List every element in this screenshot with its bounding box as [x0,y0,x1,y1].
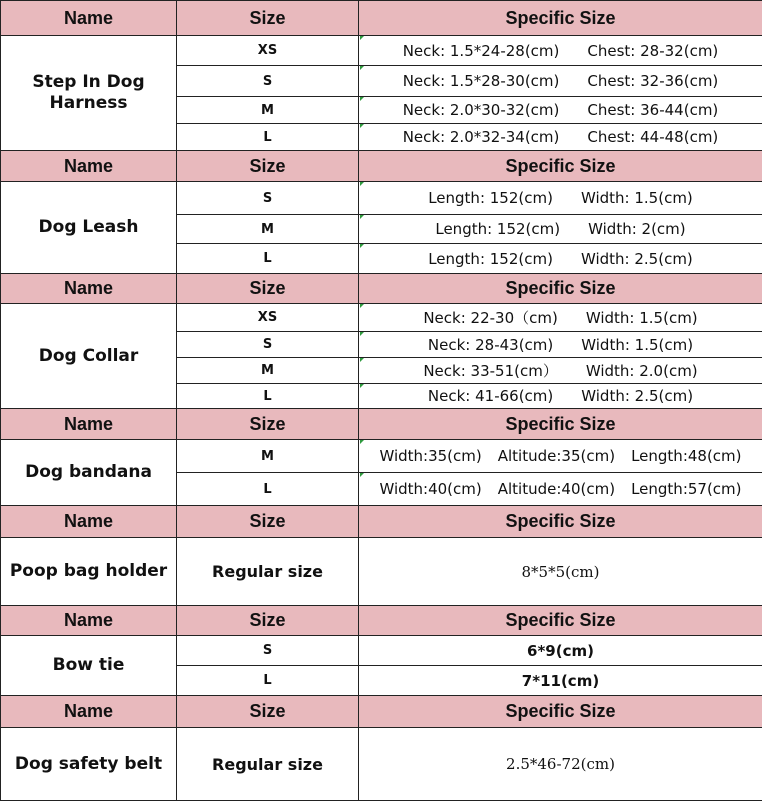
cell-corner-marker [360,124,364,128]
size-cell: M [177,215,359,244]
spec-value: Neck: 28-43(cm) [427,335,554,354]
spec-value: Length:57(cm) [631,480,742,498]
specific-size-cell [359,728,762,801]
specific-size-cell [359,66,762,97]
specific-size-cell [359,182,762,215]
spec-value: Chest: 36-44(cm) [587,101,719,119]
header-specific-size: Specific Size [359,151,762,182]
specific-size-cell [359,636,762,666]
spec-value: Neck: 1.5*28-30(cm) [402,72,560,90]
spec-value: 8*5*5(cm) [521,562,600,581]
header-name: Name [1,409,177,440]
spec-value: Width: 1.5(cm) [581,335,694,354]
specific-size-cell [359,538,762,606]
spec-value: 6*9(cm) [527,641,594,660]
cell-corner-marker [360,384,364,388]
cell-corner-marker [360,97,364,101]
size-cell: S [177,332,359,358]
header-specific-size: Specific Size [359,409,762,440]
spec-value: Altitude:35(cm) [497,447,616,465]
cell-corner-marker [360,473,364,477]
header-size: Size [177,506,359,538]
size-cell: S [177,66,359,97]
spec-value: Neck: 22-30（cm) [423,309,558,327]
spec-value: Length: 152(cm) [428,189,553,207]
size-cell: L [177,124,359,151]
spec-value: Neck: 1.5*24-28(cm) [402,41,560,60]
specific-size-cell [359,440,762,473]
size-cell: L [177,666,359,696]
spec-value: Neck: 33-51(cm） [423,362,558,380]
product-name: Bow tie [1,636,177,696]
cell-corner-marker [360,304,364,308]
product-name: Dog Leash [1,182,177,274]
cell-corner-marker [360,440,364,444]
spec-value: Width:35(cm) [379,447,482,465]
spec-value: Neck: 2.0*32-34(cm) [402,128,560,146]
specific-size-cell [359,244,762,274]
specific-size-cell [359,215,762,244]
header-name: Name [1,696,177,728]
spec-value: Length:48(cm) [631,447,742,465]
spec-value: 7*11(cm) [521,671,600,690]
spec-value: Chest: 32-36(cm) [587,72,719,90]
specific-size-cell [359,304,762,332]
cell-corner-marker [360,244,364,248]
spec-value: 2.5*46-72(cm) [506,755,615,773]
spec-value: Chest: 28-32(cm) [587,41,719,60]
header-specific-size: Specific Size [359,696,762,728]
spec-value: Width:40(cm) [379,480,482,498]
size-cell: S [177,636,359,666]
header-name: Name [1,151,177,182]
spec-value: Neck: 2.0*30-32(cm) [402,101,560,119]
cell-corner-marker [360,358,364,362]
spec-value: Width: 2.5(cm) [581,387,694,405]
cell-corner-marker [360,182,364,186]
size-cell: M [177,358,359,384]
header-size: Size [177,274,359,304]
spec-value: Length: 152(cm) [435,220,561,238]
cell-corner-marker [360,36,364,40]
specific-size-cell [359,358,762,384]
size-cell: L [177,384,359,409]
spec-value: Width: 2.5(cm) [580,249,693,268]
size-cell: L [177,244,359,274]
size-cell: Regular size [177,728,359,801]
size-cell: M [177,97,359,124]
size-cell: Regular size [177,538,359,606]
product-name: Poop bag holder [1,538,177,606]
header-size: Size [177,409,359,440]
product-name: Step In Dog Harness [1,36,177,151]
specific-size-cell [359,384,762,409]
spec-value: Length: 152(cm) [428,249,553,268]
header-specific-size: Specific Size [359,1,762,36]
product-name: Dog safety belt [1,728,177,801]
spec-value: Neck: 41-66(cm) [427,387,554,405]
specific-size-cell [359,124,762,151]
spec-value: Width: 2.0(cm) [585,361,698,380]
product-name: Dog Collar [1,304,177,409]
header-size: Size [177,696,359,728]
header-specific-size: Specific Size [359,606,762,636]
spec-value: Altitude:40(cm) [497,480,616,498]
header-size: Size [177,606,359,636]
size-cell: XS [177,36,359,66]
size-cell: M [177,440,359,473]
cell-corner-marker [360,66,364,70]
specific-size-cell [359,473,762,506]
product-name: Dog bandana [1,440,177,506]
cell-corner-marker [360,215,364,219]
cell-corner-marker [360,332,364,336]
header-specific-size: Specific Size [359,274,762,304]
header-name: Name [1,1,177,36]
specific-size-cell [359,332,762,358]
size-cell: XS [177,304,359,332]
size-cell: L [177,473,359,506]
header-size: Size [177,1,359,36]
header-name: Name [1,506,177,538]
header-size: Size [177,151,359,182]
spec-value: Width: 1.5(cm) [580,189,693,207]
header-specific-size: Specific Size [359,506,762,538]
spec-value: Chest: 44-48(cm) [587,128,719,146]
specific-size-cell [359,36,762,66]
specific-size-cell [359,97,762,124]
specific-size-cell [359,666,762,696]
size-cell: S [177,182,359,215]
header-name: Name [1,606,177,636]
spec-value: Width: 2(cm) [588,220,686,238]
spec-value: Width: 1.5(cm) [585,308,698,327]
header-name: Name [1,274,177,304]
